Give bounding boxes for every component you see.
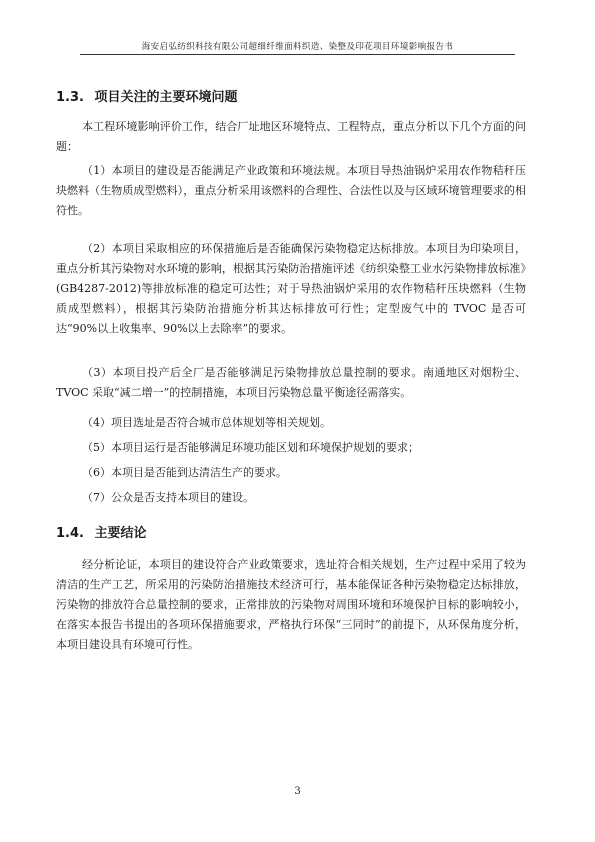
section-1-3-item-3: （3）本项目投产后全厂是否能够满足污染物排放总量控制的要求。南通地区对烟粉尘、TVOC 采取“减二增一”的控制措施，本项目污染物总量平衡途径需落实。 — [56, 366, 526, 399]
section-1-4-heading — [56, 522, 147, 541]
section-1-3-item-5: （5）本项目运行是否能够满足环境功能区划和环境保护规划的要求； — [82, 441, 419, 454]
section-1-3-number: 1.3. — [56, 90, 84, 105]
section-1-3-item-2: （2）本项目采取相应的环保措施后是否能确保污染物稳定达标排放。本项目为印染项目，重点分析其污染物对水环境的影响，根据其污染防治措施评述《纺织染整工业水污染物排放标准》(GB4287-2012)等排放标准的稳定可达性；对于导热油锅炉采用的农作物秸秆压块燃料（生物质成型燃料），根据其污染防治措施分析其达标排放可行性；定型废气中的 TVOC 是否可达“90%以上收集率、90%以上去除率”的要求。 — [56, 242, 526, 335]
section-1-3-intro: 本工程环境影响评价工作，结合厂址地区环境特点、工程特点，重点分析以下几个方面的问题： — [56, 120, 526, 153]
section-1-3-item-1: （1）本项目的建设是否能满足产业政策和环境法规。本项目导热油锅炉采用农作物秸秆压块燃料（生物质成型燃料），重点分析采用该燃料的合理性、合法性以及与区域环境管理要求的相符性。 — [56, 164, 526, 217]
section-1-3-title: 项目关注的主要环境问题 — [94, 90, 238, 105]
section-1-4-body: 经分析论证，本项目的建设符合产业政策要求，选址符合相关规划，生产过程中采用了较为清洁的生产工艺，所采用的污染防治措施技术经济可行，基本能保证各种污染物稳定达标排放，污染物的排放符合总量控制的要求，正常排放的污染物对周围环境和环境保护目标的影响较小，在落实本报告书提出的各项环保措施要求，严格执行环保“三同时”的前提下，从环保角度分析，本项目建设具有环境可行性。 — [56, 558, 526, 651]
section-1-3-item-6: （6）本项目是否能到达清洁生产的要求。 — [82, 466, 287, 479]
header-divider — [80, 54, 515, 55]
section-1-3-item-7: （7）公众是否支持本项目的建设。 — [82, 491, 254, 504]
section-1-4-title: 主要结论 — [94, 526, 147, 541]
section-1-3-item-4: （4）项目选址是否符合城市总体规划等相关规划。 — [82, 416, 331, 429]
document-header: 海安启弘纺织科技有限公司超细纤维面料织造、染整及印花项目环境影响报告书 — [141, 42, 454, 52]
section-1-3-heading — [56, 86, 238, 105]
page-number: 3 — [294, 786, 301, 797]
section-1-4-number: 1.4. — [56, 526, 84, 541]
